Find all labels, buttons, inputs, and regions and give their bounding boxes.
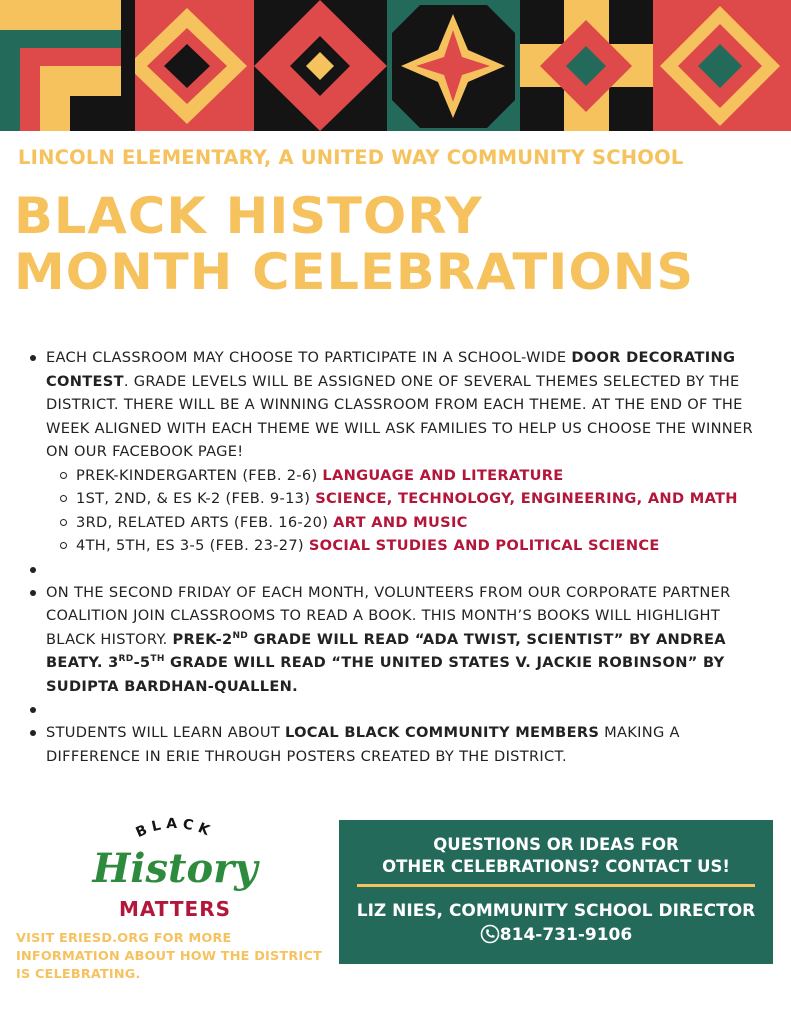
black-history-matters-logo — [90, 812, 260, 924]
page-title — [14, 188, 784, 300]
school-subtitle: LINCOLN ELEMENTARY, A UNITED WAY COMMUNITY SCHOOL — [18, 146, 684, 169]
title-line-2: MONTH CELEBRATIONS — [14, 243, 695, 301]
district-info-note: VISIT ERIESD.ORG FOR MORE INFORMATION ABOUT HOW THE DISTRICT IS CELEBRATING. — [16, 931, 322, 982]
theme-item: 1ST, 2ND, & ES K-2 (FEB. 9-13) SCIENCE, TECHNOLOGY, ENGINEERING, AND MATH — [60, 487, 770, 511]
svg-text:MATTERS: MATTERS — [118, 897, 232, 921]
spacer — [30, 558, 770, 581]
svg-text:BLACK: BLACK — [133, 815, 217, 842]
quilt-tile — [121, 0, 254, 131]
quilt-pattern-banner — [0, 0, 791, 131]
divider — [357, 884, 755, 887]
quilt-tile — [653, 0, 791, 131]
event-list — [30, 346, 770, 768]
list-item-door-contest: EACH CLASSROOM MAY CHOOSE TO PARTICIPATE IN A SCHOOL-WIDE DOOR DECORATING CONTEST. GRADE LEVELS WILL BE ASSIGNED ONE OF SEVERAL THEMES SELECTED BY THE DISTRICT. THERE WILL BE A WINNING CLASSROOM FROM EACH THEME. AT THE END OF THE WEEK ALIGNED WITH EACH THEME WE WILL ASK FAMILIES TO HELP US CHOOSE THE WINNER ON OUR FACEBOOK PAGE! PREK-KINDERGARTEN (FEB. 2-6) LANGUAGE AND LITERATURE 1ST, 2ND, & ES K-2 (FEB. 9-13) SCIENCE, TECHNOLOGY, ENGINEERING, AND MATH 3RD, RELATED ARTS (FEB. 16-20) ART AND MUSIC 4TH, 5TH, ES 3-5 (FEB. 23-27) SOCIAL STUDIES AND POLITICAL SCIENCE — [30, 346, 770, 558]
theme-item: 4TH, 5TH, ES 3-5 (FEB. 23-27) SOCIAL STUDIES AND POLITICAL SCIENCE — [60, 534, 770, 558]
theme-item: PREK-KINDERGARTEN (FEB. 2-6) LANGUAGE AND LITERATURE — [60, 464, 770, 488]
contact-heading: QUESTIONS OR IDEAS FOR OTHER CELEBRATIONS? CONTACT US! — [382, 835, 730, 876]
spacer — [30, 698, 770, 721]
title-line-1: BLACK HISTORY — [14, 187, 483, 245]
list-item-reading: ON THE SECOND FRIDAY OF EACH MONTH, VOLUNTEERS FROM OUR CORPORATE PARTNER COALITION JOIN CLASSROOMS TO READ A BOOK. THIS MONTH’S BOOKS WILL HIGHLIGHT BLACK HISTORY. PREK-2ND GRADE WILL READ “ADA TWIST, SCIENTIST” BY ANDREA BEATY. 3RD-5TH GRADE WILL READ “THE UNITED STATES V. JACKIE ROBINSON” BY SUDIPTA BARDHAN-QUALLEN. — [30, 581, 770, 699]
quilt-tile — [520, 0, 653, 131]
list-item-community-members: STUDENTS WILL LEARN ABOUT LOCAL BLACK COMMUNITY MEMBERS MAKING A DIFFERENCE IN ERIE THROUGH POSTERS CREATED BY THE DISTRICT. — [30, 721, 770, 768]
phone-icon — [480, 924, 500, 944]
door-contest-highlight: DOOR DECORATING CONTEST — [46, 349, 736, 390]
svg-text:History: History — [92, 845, 258, 892]
contact-phone: 814-731-9106 — [339, 924, 773, 946]
theme-item: 3RD, RELATED ARTS (FEB. 16-20) ART AND MUSIC — [60, 511, 770, 535]
quilt-tile — [387, 0, 520, 131]
quilt-tile — [254, 0, 387, 131]
quilt-tile — [0, 0, 121, 131]
contact-name: LIZ NIES, COMMUNITY SCHOOL DIRECTOR — [356, 901, 756, 921]
contact-box — [339, 820, 773, 964]
